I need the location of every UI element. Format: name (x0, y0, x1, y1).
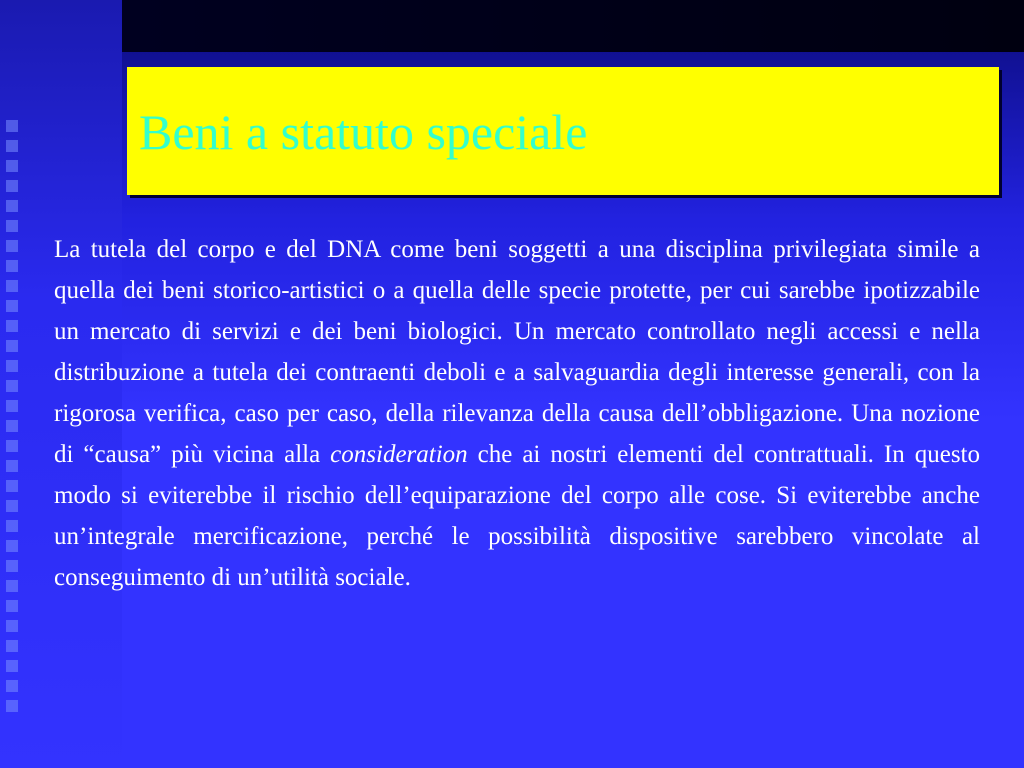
body-text-part-2: che ai nostri elementi del contrattuali. In questo modo si eviterebbe il rischio dell’equiparazione del corpo alle cose. Si eviterebbe anche un’integrale mercificazione, perché le possibilità dispositive sarebbero vincolate al conseguimento di un’utilità sociale. (54, 441, 980, 591)
body-text-emphasis: consideration (330, 441, 468, 468)
title-box (127, 67, 999, 195)
decorative-squares (6, 120, 24, 720)
body-text-part-1: La tutela del corpo e del DNA come beni soggetti a una disciplina privilegiata simile a quella dei beni storico-artistici o a quella delle specie protette, per cui sarebbe ipotizzabile un mercato di servizi e dei beni biologici. Un mercato controllato negli accessi e nella distribuzione a tutela dei contraenti deboli e a salvaguardia degli interesse generali, con la rigorosa verifica, caso per caso, della rilevanza della causa dell’obbligazione. Una nozione di “causa” più vicina alla (54, 236, 980, 468)
slide-title: Beni a statuto speciale (139, 104, 588, 160)
slide-body-text (54, 229, 980, 598)
top-dark-band (122, 0, 1024, 52)
